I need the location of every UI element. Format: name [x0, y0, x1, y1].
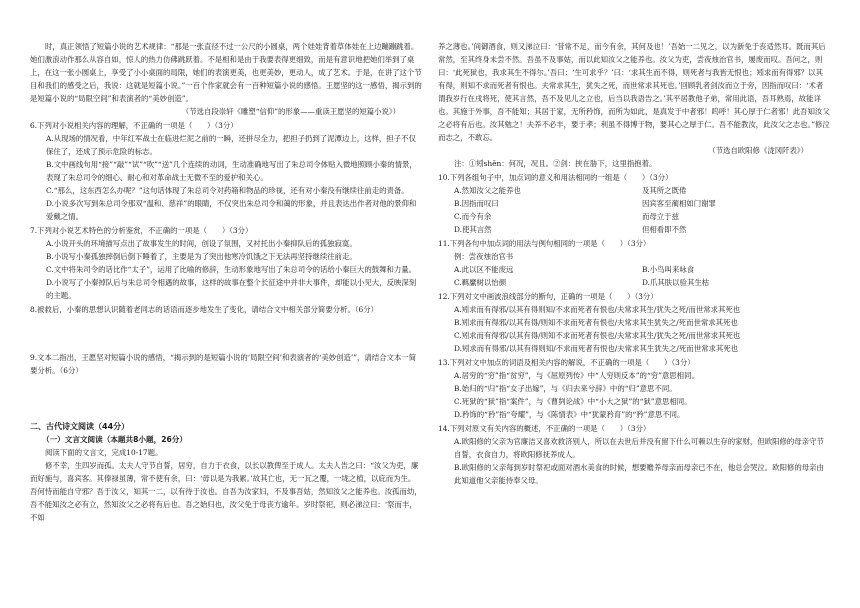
instructions: 阅读下面的文言文，完成10-17题。	[45, 448, 163, 457]
annotation-note: 注：①矧shěn：何况，况且。②剑：挟在胁下，这里指抱着。	[454, 159, 657, 168]
question-7: 7.下列对小说艺术特色的分析鉴赏，不正确的一项是（ ）（3分）	[30, 226, 253, 235]
option-14b: B.欧阳修的父亲每到岁时祭祀或面对酒水美食的时候，想要赡养母亲而母亲已不在，他总会哭泣。欧阳修的母亲由此知道他父亲能侍奉父母。	[454, 463, 824, 485]
options-11	[438, 263, 830, 289]
option-11b: B.小鸟叫来咏食	[642, 265, 695, 274]
source-citation-2: （节选自欧阳修《泷冈阡表》）	[708, 146, 808, 155]
answer-space-8	[30, 316, 422, 350]
question-13: 13.下列对文中加点的词语及相关内容的解说，不正确的一项是（ ）（3分）	[438, 358, 695, 367]
option-10c-pair: 而母立于兹	[642, 212, 679, 221]
passage-ending: 时，真正领悟了短篇小说的艺术规律：“那是一张直径不过一公尺的小圆桌，两个娃娃背着草体娃在上边蹦蹦跳着。她们激浪动作那么从容自如，惊人的热力仿佛跳跃着。不是相和是由于我要表得更细致，而是有意识地把她们举到了桌上，在这一张小圆桌上，享受了小小桌面的局限，她们的表演更美，也更美妙，更动人，成了艺术。于是，在讲了这个节目和我们的感受之后，我说：这就是短篇小说。”一百个作家就会有一百种短篇小说的感悟。王愿坚的这一感悟，揭示到的是短篇小说的“局限空间”和表演者的“美妙创造”。	[30, 42, 422, 103]
option-10c: C.而今有余	[454, 212, 492, 221]
option-14a: A.欧阳修的父亲为官廉洁又喜欢救济别人，所以在去世后并没有留下什么可赖以生存的家财，但欧阳修的母亲守节自誓，衣食自力，将欧阳修抚养成人。	[454, 437, 824, 459]
option-10a: A.然知汝父之能养也	[454, 186, 521, 195]
options-10	[438, 184, 830, 236]
option-11a: A.此以区不能废远	[454, 265, 514, 274]
option-10d-pair: 但相看即不然	[642, 225, 687, 234]
question-12: 12.下列对文中画波浪线部分的断句，正确的一项是（ ）（3分）	[438, 292, 658, 301]
option-13c: C.死狱的“狱”指“案件”，与《曹刿论战》中“小大之狱”的“狱”意思相同。	[454, 397, 692, 406]
question-10: 10.下列各组句子中，加点词的意义和用法相同的一组是（ ）（3分）	[438, 173, 673, 182]
right-column	[438, 40, 830, 487]
option-10d: D.使其言然	[454, 225, 492, 234]
source-citation: （节选自段崇轩《雕塑“信仰”的形象——重读王愿坚的短篇小说》）	[181, 107, 400, 116]
option-10a-pair: 及其所之既倦	[642, 186, 687, 195]
subsection-heading: （一）文言文阅读（本题共8小题，26分）	[42, 435, 187, 444]
option-11d: D.爪其肤以验其生枯	[642, 278, 710, 287]
classical-passage: 修不幸，生四岁而孤。太夫人守节自誓，居穷，自力于衣食，以长以教俾至于成人。太夫人告之曰：“汝父为吏，廉而好施与，喜宾客。其俸禄虽薄，常不使有余，曰：‘毋以是为我累。’故其亡也，无一瓦之覆，一垅之植，以庇而为生。吾何恃而能自守邪？吾于汝父，知其一二，以有待于汝也。自吾为汝家妇，不及事吾姑，然知汝父之能养也。汝孤而幼，吾不能知汝之必有立，然知汝父之必将有后也。吾之始归也，汝父免于母丧方逾年。岁时祭祀，则必涕泣曰：‘祭而丰，不如	[30, 461, 422, 522]
option-7a: A.小说开头的环境描写点出了故事发生的时间，创设了氛围，又衬托出小秦抑队后的孤独寂寞。	[46, 239, 357, 248]
example-11: 例：尝夜烛治官书	[454, 252, 514, 261]
option-12c: C.矧求而有得邪/以其有得/则知不求而死者有恨也/夫常求其生/犹失之死/而世常求其死也	[454, 331, 741, 340]
option-7b: B.小说写小秦孤独摔倒后倒下睡着了，主要是为了突出他寒冷饥饿之下无法再坚持继续往前走。	[46, 252, 357, 261]
option-6c: C.“那么，这东西怎么办呢？”这句话体现了朱总司令对药箱和物品的珍视，还有对小秦没有继续往前走的责备。	[46, 186, 409, 195]
question-6: 6.下列对小说相关内容的理解，不正确的一项是（ ）（3分）	[30, 121, 238, 130]
option-10b-pair: 因宾客至蔺相如门谢罪	[642, 199, 716, 208]
option-12b: B.矧求而有得邪/以其有得/则知不求而死者有恨也/夫常求其生犹失之/死而世常求其死也	[454, 318, 738, 327]
option-7c: C.文中将朱司令的话比作“太子”，运用了比喻的修辞，生动形象地写出了朱总司令的话给小秦巨大的鼓舞和力量。	[46, 265, 417, 274]
option-10b: B.因指而叹曰	[454, 199, 499, 208]
left-column	[30, 40, 422, 524]
classical-passage-continued: 养之薄也。’间御酒食，则又涕泣曰：‘昔常不足，而今有余，其何及也！’吾始一二见之，以为新免于丧适然耳。既而其后常然，至其终身未尝不然。吾虽不及事姑，而以此知汝父之能养也。汝父为吏，尝夜烛治官书，屡废而叹。吾问之，则曰：‘此死狱也，我求其生不得尔。’吾曰：‘生可求乎？’曰：‘求其生而不得，则死者与我皆无恨也；矧求而有得邪？以其有得，则知不求而死者有恨也。夫常求其生，犹失之死，而世常求其死也。’回顾乳者剑汝而立于旁，因指而叹曰：‘术者谓我岁行在戌将死，使其言然，吾不及见儿之立也，后当以我语告之。’其平居教他子弟，常用此语，吾耳熟焉，故能详也。其施于外事，吾不能知；其居于家，无所矜饰，而所为如此，是真发于中者邪！呜呼！其心厚于仁者邪！此吾知汝父之必将有后也。汝其勉之！夫养不必丰，要于孝；利虽不得博于物，要其心之厚于仁。吾不能教汝，此汝父之志也。”修泣而志之，不敢忘。	[438, 42, 830, 142]
option-12d: D.矧求而有得邪/以其有得则知/不求而死者有恨也/夫常求其生犹失之/死而世常求其死也	[454, 344, 739, 353]
option-13a: A.居穷的“穷”指“贫穷”，与《屈原列传》中“人穷则反本”的“穷”意思相同。	[454, 371, 699, 380]
option-11c: C.羁縻树以怡颜	[454, 278, 507, 287]
question-14: 14.下列对原文有关内容的概述，不正确的一项是（ ）（3分）	[438, 424, 651, 433]
option-13b: B.始归的“归”指“女子出嫁”，与《归去来兮辞》中的“归”意思不同。	[454, 384, 677, 393]
option-7d: D.小说写了小秦掉队后与朱总司令相遇的故事，这样的故事在整个长征途中并非大事件，却能以小见大，反映深刻的主题。	[46, 278, 417, 300]
option-12a: A.矧求而有得邪/以其有得则知/不求而死者有恨也/夫常求其生/犹失之死/而世常求其死也	[454, 305, 741, 314]
question-11: 11.下列各句中加点词的用法与例句相同的一项是（ ）（3分）	[438, 239, 651, 248]
option-6a: A.从现场的情况看，中年红军战士在临进烂泥之前的一瞬，还拼尽全力，把担子扔到了泥潭边上，这样，担子不仅保住了，还成了预示危险的标志。	[46, 134, 416, 156]
question-9: 9.文本二指出，王愿坚对短篇小说的感悟，“揭示到的是短篇小说的‘局限空间’和表演者的‘美妙创造’”，请结合文本一简要分析。（6分）	[30, 353, 417, 375]
question-8: 8.被救后，小秦的思想认识随着老同志的话语而逐步地发生了变化，请结合文中相关部分简要分析。（6分）	[30, 305, 379, 314]
option-6b: B.文中画线句用“接”“敲”“试”“吹”“送”几个连续的动词，生动准确地写出了朱总司令体贴入微地照顾小秦的情景，表现了朱总司令的细心、耐心和对革命战士无微不至的爱护和关心。	[46, 160, 417, 182]
section-heading: 二、古代诗文阅读（44分）	[30, 422, 130, 431]
option-6d: D.小说多次写到朱总司令那双“温和、慈祥”的眼睛，不仅突出朱总司令和蔼的形象，并且表达出作者对他的景仰和爱戴之情。	[46, 199, 417, 221]
answer-space-9	[30, 377, 422, 411]
option-13d: D.矜饰的“矜”指“夸耀”，与《陈情表》中“犹蒙矜育”的“矜”意思不同。	[454, 410, 685, 419]
